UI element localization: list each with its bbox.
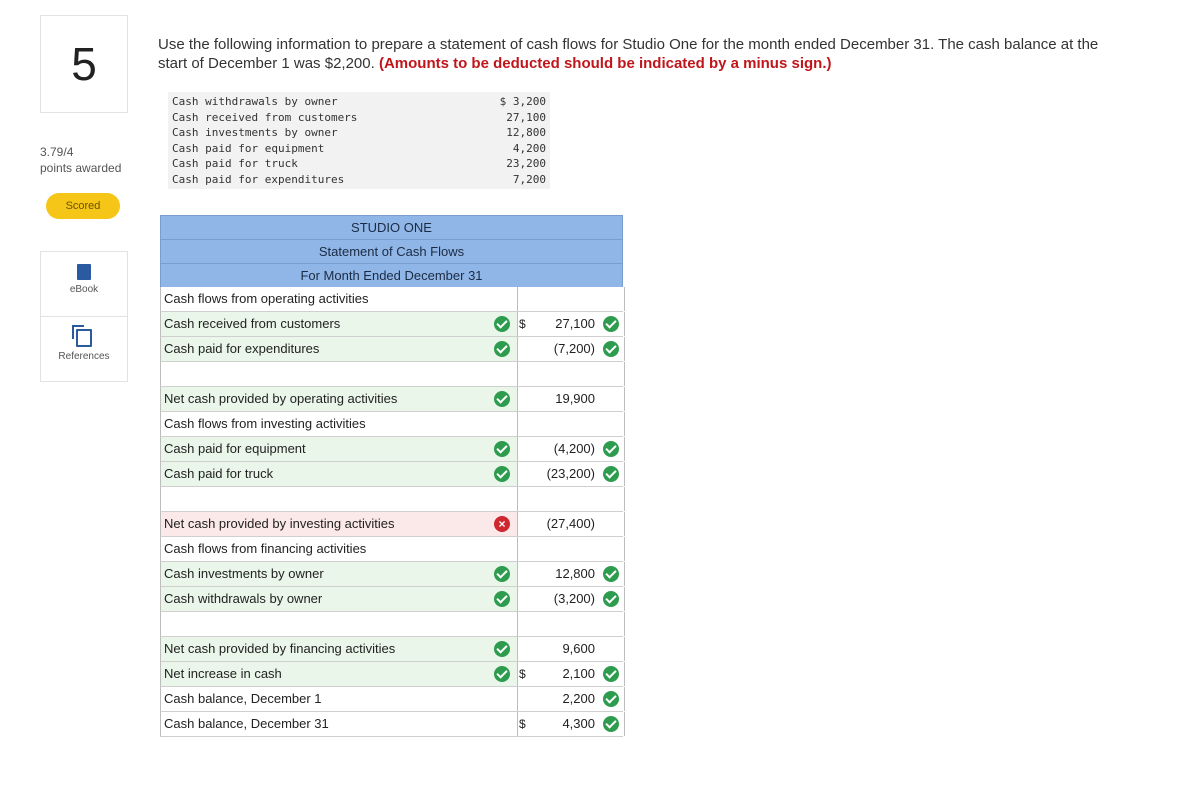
row-label: Cash paid for truck <box>164 466 274 481</box>
score-label: points awarded <box>40 161 122 175</box>
row-value-cell[interactable] <box>517 487 625 511</box>
statement-rows <box>160 287 623 737</box>
row-value: (3,200) <box>553 591 595 606</box>
correct-check-icon <box>494 591 510 607</box>
dollar-sign: $ <box>519 717 526 731</box>
given-row <box>172 110 546 126</box>
statement-row <box>160 462 623 487</box>
row-value-cell[interactable] <box>517 612 625 636</box>
row-label: Cash flows from operating activities <box>164 291 369 306</box>
row-label: Cash balance, December 1 <box>164 691 322 706</box>
row-label: Cash received from customers <box>164 316 341 331</box>
row-value-cell[interactable] <box>517 287 625 311</box>
given-label: Cash paid for equipment <box>172 141 325 155</box>
statement-row <box>160 537 623 562</box>
correct-check-icon <box>494 441 510 457</box>
correct-check-icon <box>494 566 510 582</box>
status-badge: Scored <box>46 193 120 219</box>
correct-check-icon <box>603 566 619 582</box>
statement-row <box>160 412 623 437</box>
statement-row <box>160 287 623 312</box>
statement-company: STUDIO ONE <box>160 215 623 239</box>
statement-row <box>160 562 623 587</box>
given-row <box>172 125 546 141</box>
correct-check-icon <box>603 341 619 357</box>
row-label: Net cash provided by investing activities <box>164 516 395 531</box>
statement-row <box>160 712 623 737</box>
instructions-text: Use the following information to prepare a statement of cash flows for Studio One for the month ended December 31. The cash balance at the start of December 1 was $2,200. <box>158 36 1099 72</box>
row-label-cell[interactable] <box>161 362 517 386</box>
correct-check-icon <box>603 691 619 707</box>
statement-row <box>160 612 623 637</box>
given-value: 7,200 <box>512 172 546 186</box>
statement-period: For Month Ended December 31 <box>160 263 623 287</box>
correct-check-icon <box>603 316 619 332</box>
references-label: References <box>58 351 110 362</box>
statement-row <box>160 512 623 537</box>
row-label: Cash flows from investing activities <box>164 416 366 431</box>
correct-check-icon <box>603 466 619 482</box>
book-icon <box>77 264 91 280</box>
score-value: 3.79/4 <box>40 145 74 159</box>
row-label: Net cash provided by operating activities <box>164 391 398 406</box>
row-value: 4,300 <box>562 716 595 731</box>
row-value: 19,900 <box>555 391 595 406</box>
row-value-cell[interactable] <box>517 362 625 386</box>
given-label: Cash received from customers <box>172 110 358 124</box>
row-label: Net cash provided by financing activities <box>164 641 396 656</box>
statement-of-cash-flows <box>160 215 623 737</box>
row-value: 12,800 <box>555 566 595 581</box>
correct-check-icon <box>603 716 619 732</box>
correct-check-icon <box>494 666 510 682</box>
correct-check-icon <box>603 591 619 607</box>
row-label: Net increase in cash <box>164 666 282 681</box>
given-row <box>172 172 546 188</box>
instructions <box>158 35 1128 73</box>
instructions-emphasis: (Amounts to be deducted should be indicated by a minus sign.) <box>378 55 832 72</box>
given-row <box>172 94 546 110</box>
statement-row <box>160 637 623 662</box>
correct-check-icon <box>494 341 510 357</box>
given-value: 4,200 <box>512 141 546 155</box>
row-value: 27,100 <box>555 316 595 331</box>
given-label: Cash investments by owner <box>172 126 338 139</box>
statement-title: Statement of Cash Flows <box>160 239 623 263</box>
statement-row <box>160 362 623 387</box>
statement-row <box>160 312 623 337</box>
row-label-cell[interactable] <box>161 612 517 636</box>
ebook-button[interactable] <box>40 251 128 317</box>
ebook-label: eBook <box>69 284 99 295</box>
dollar-sign: $ <box>519 317 526 331</box>
given-data-table <box>168 92 550 189</box>
given-row <box>172 156 546 172</box>
correct-check-icon <box>603 666 619 682</box>
question-number: 5 <box>40 15 128 113</box>
row-value-cell[interactable] <box>517 412 625 436</box>
score-display <box>40 144 121 176</box>
row-label: Cash paid for expenditures <box>164 341 320 356</box>
row-value: 2,200 <box>562 691 595 706</box>
correct-check-icon <box>494 641 510 657</box>
row-label: Cash withdrawals by owner <box>164 591 323 606</box>
statement-row <box>160 662 623 687</box>
statement-row <box>160 337 623 362</box>
correct-check-icon <box>494 466 510 482</box>
row-value: 2,100 <box>562 666 595 681</box>
given-label: Cash withdrawals by owner <box>172 95 338 108</box>
references-icon <box>76 329 92 347</box>
row-label: Cash balance, December 31 <box>164 716 329 731</box>
given-row <box>172 141 546 157</box>
row-value: (4,200) <box>553 441 595 456</box>
row-label: Cash paid for equipment <box>164 441 306 456</box>
correct-check-icon <box>494 391 510 407</box>
statement-row <box>160 387 623 412</box>
given-value: $ 3,200 <box>499 95 546 108</box>
row-value: (23,200) <box>546 466 595 481</box>
incorrect-x-icon: × <box>494 516 510 532</box>
row-label-cell[interactable] <box>161 487 517 511</box>
statement-row <box>160 587 623 612</box>
row-value-cell[interactable] <box>517 537 625 561</box>
dollar-sign: $ <box>519 667 526 681</box>
correct-check-icon <box>603 441 619 457</box>
statement-row <box>160 437 623 462</box>
row-value: (7,200) <box>553 341 595 356</box>
row-value: (27,400) <box>546 516 595 531</box>
given-value: 23,200 <box>506 157 546 170</box>
row-label: Cash flows from financing activities <box>164 541 367 556</box>
row-value: 9,600 <box>562 641 595 656</box>
statement-row <box>160 487 623 512</box>
statement-row <box>160 687 623 712</box>
correct-check-icon <box>494 316 510 332</box>
given-label: Cash paid for truck <box>172 157 298 170</box>
given-value: 12,800 <box>506 126 546 139</box>
given-label: Cash paid for expenditures <box>172 172 345 186</box>
given-value: 27,100 <box>506 110 546 124</box>
references-button[interactable] <box>40 316 128 382</box>
row-label: Cash investments by owner <box>164 566 324 581</box>
